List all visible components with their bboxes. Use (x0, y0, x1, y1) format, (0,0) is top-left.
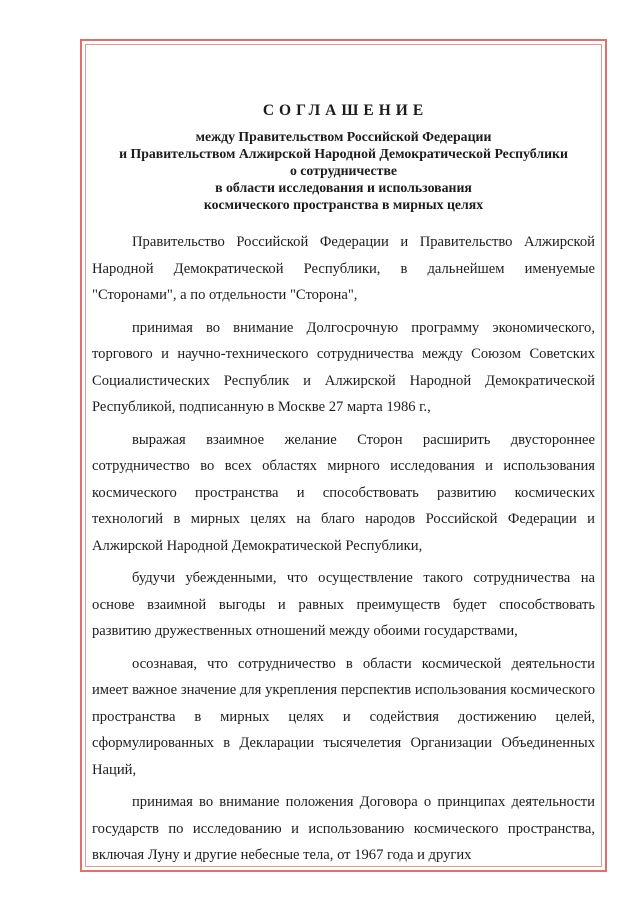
subtitle-line: между Правительством Российской Федерации (195, 129, 492, 144)
paragraph-parties: Правительство Российской Федерации и Правительство Алжирской Народной Демократической Республики, в дальнейшем именуемые "Сторонами", а по отдельности "Сторона", (92, 234, 595, 303)
paragraph-conviction: будучи убежденными, что осуществление такого сотрудничества на основе взаимной выгоды и равных преимуществ будет способствовать развитию дружественных отношений между обоими государствами, (92, 570, 595, 639)
paragraph-awareness: осознавая, что сотрудничество в области космической деятельности имеет важное значение для укрепления перспектив использования космического пространства в мирных целях и содействия достижению целей, сформулированных в Декларации тысячелетия Организации Объединенных Наций, (92, 655, 595, 778)
paragraph-desire: выражая взаимное желание Сторон расширить двустороннее сотрудничество во всех областях мирного исследования и использования космического пространства и способствовать развитию космических технологий в мирных целях на благо народов Российской Федерации и Алжирской Народной Демократической Республики, (92, 431, 595, 554)
document-subtitle (92, 128, 595, 213)
document-title: СОГЛАШЕНИЕ (262, 102, 429, 119)
paragraph-treaty: принимая во внимание положения Договора о принципах деятельности государств по исследованию и использованию космического пространства, включая Луну и другие небесные тела, от 1967 года и других (92, 794, 595, 863)
paragraph-program: принимая во внимание Долгосрочную программу экономического, торгового и научно-технического сотрудничества между Союзом Советских Социалистических Республик и Алжирской Народной Демократической Республикой, подписанную в Москве 27 марта 1986 г., (92, 319, 595, 415)
subtitle-line: и Правительством Алжирской Народной Демократической Республики (119, 146, 568, 161)
subtitle-line: о сотрудничестве (289, 163, 398, 178)
subtitle-line: в области исследования и использования (215, 180, 472, 195)
document-body (92, 100, 595, 875)
subtitle-line: космического пространства в мирных целях (203, 197, 484, 212)
